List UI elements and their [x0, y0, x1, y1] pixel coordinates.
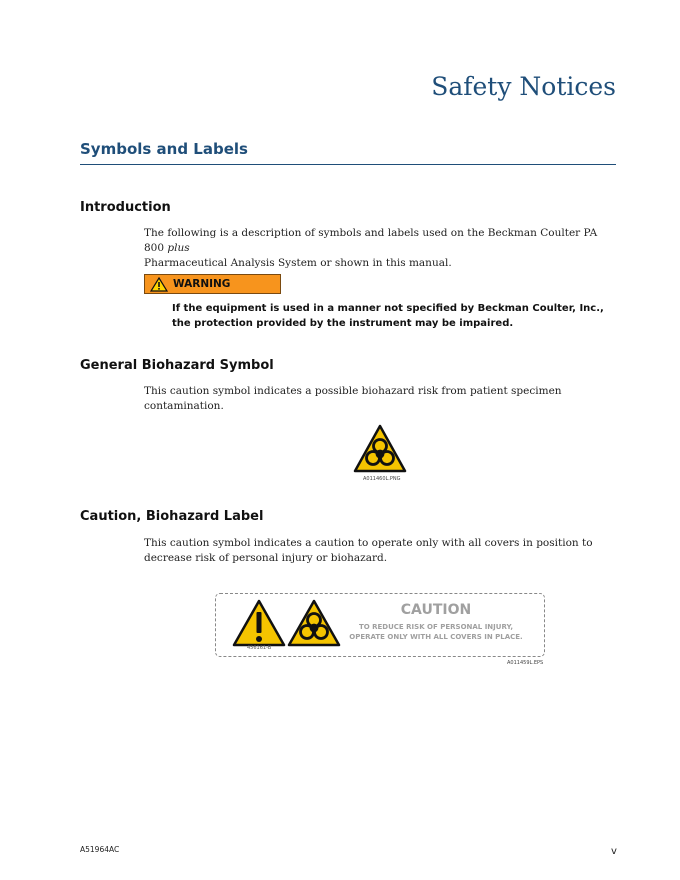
warning-banner [144, 274, 281, 294]
biohazard-figure-code: A011460L.PNG [363, 476, 401, 482]
caution-title: CAUTION [400, 602, 472, 618]
introduction-heading: Introduction [80, 200, 171, 215]
caution-line-1: TO REDUCE RISK OF PERSONAL INJURY, [358, 623, 514, 631]
caution-figure-code: A011459L.EPS [507, 660, 544, 666]
introduction-text-italic: plus [167, 242, 190, 254]
biohazard-triangle-icon [353, 424, 407, 473]
introduction-paragraph [144, 226, 618, 271]
document-number: A51964AC [80, 845, 120, 854]
warning-text: If the equipment is used in a manner not specified by Beckman Coulter, Inc., the protection provided by the instrument may be impaired. [172, 303, 604, 329]
caution-label-figure [215, 593, 545, 657]
biohazard-label-text: This caution symbol indicates a caution to operate only with all covers in position to decrease risk of personal injury or biohazard. [144, 537, 593, 564]
biohazard-label-heading: Caution, Biohazard Label [80, 509, 264, 524]
caution-line-2: OPERATE ONLY WITH ALL COVERS IN PLACE. [349, 633, 523, 641]
biohazard-triangle-icon-small [287, 599, 341, 647]
biohazard-symbol-heading: General Biohazard Symbol [80, 358, 274, 373]
label-part-number: 456161-B [247, 645, 272, 651]
section-title: Symbols and Labels [80, 140, 248, 158]
introduction-text-1: The following is a description of symbols and labels used on the Beckman Coulter PA 800 [144, 227, 598, 254]
section-divider [80, 164, 616, 165]
chapter-title: Safety Notices [431, 72, 616, 101]
biohazard-symbol-text: This caution symbol indicates a possible biohazard risk from patient specimen contamination. [144, 385, 562, 412]
warning-triangle-icon [150, 277, 168, 292]
page-number: v [611, 846, 617, 857]
exclamation-triangle-icon [232, 599, 286, 647]
warning-label: WARNING [173, 278, 231, 290]
introduction-text-2: Pharmaceutical Analysis System or shown in this manual. [144, 257, 452, 269]
